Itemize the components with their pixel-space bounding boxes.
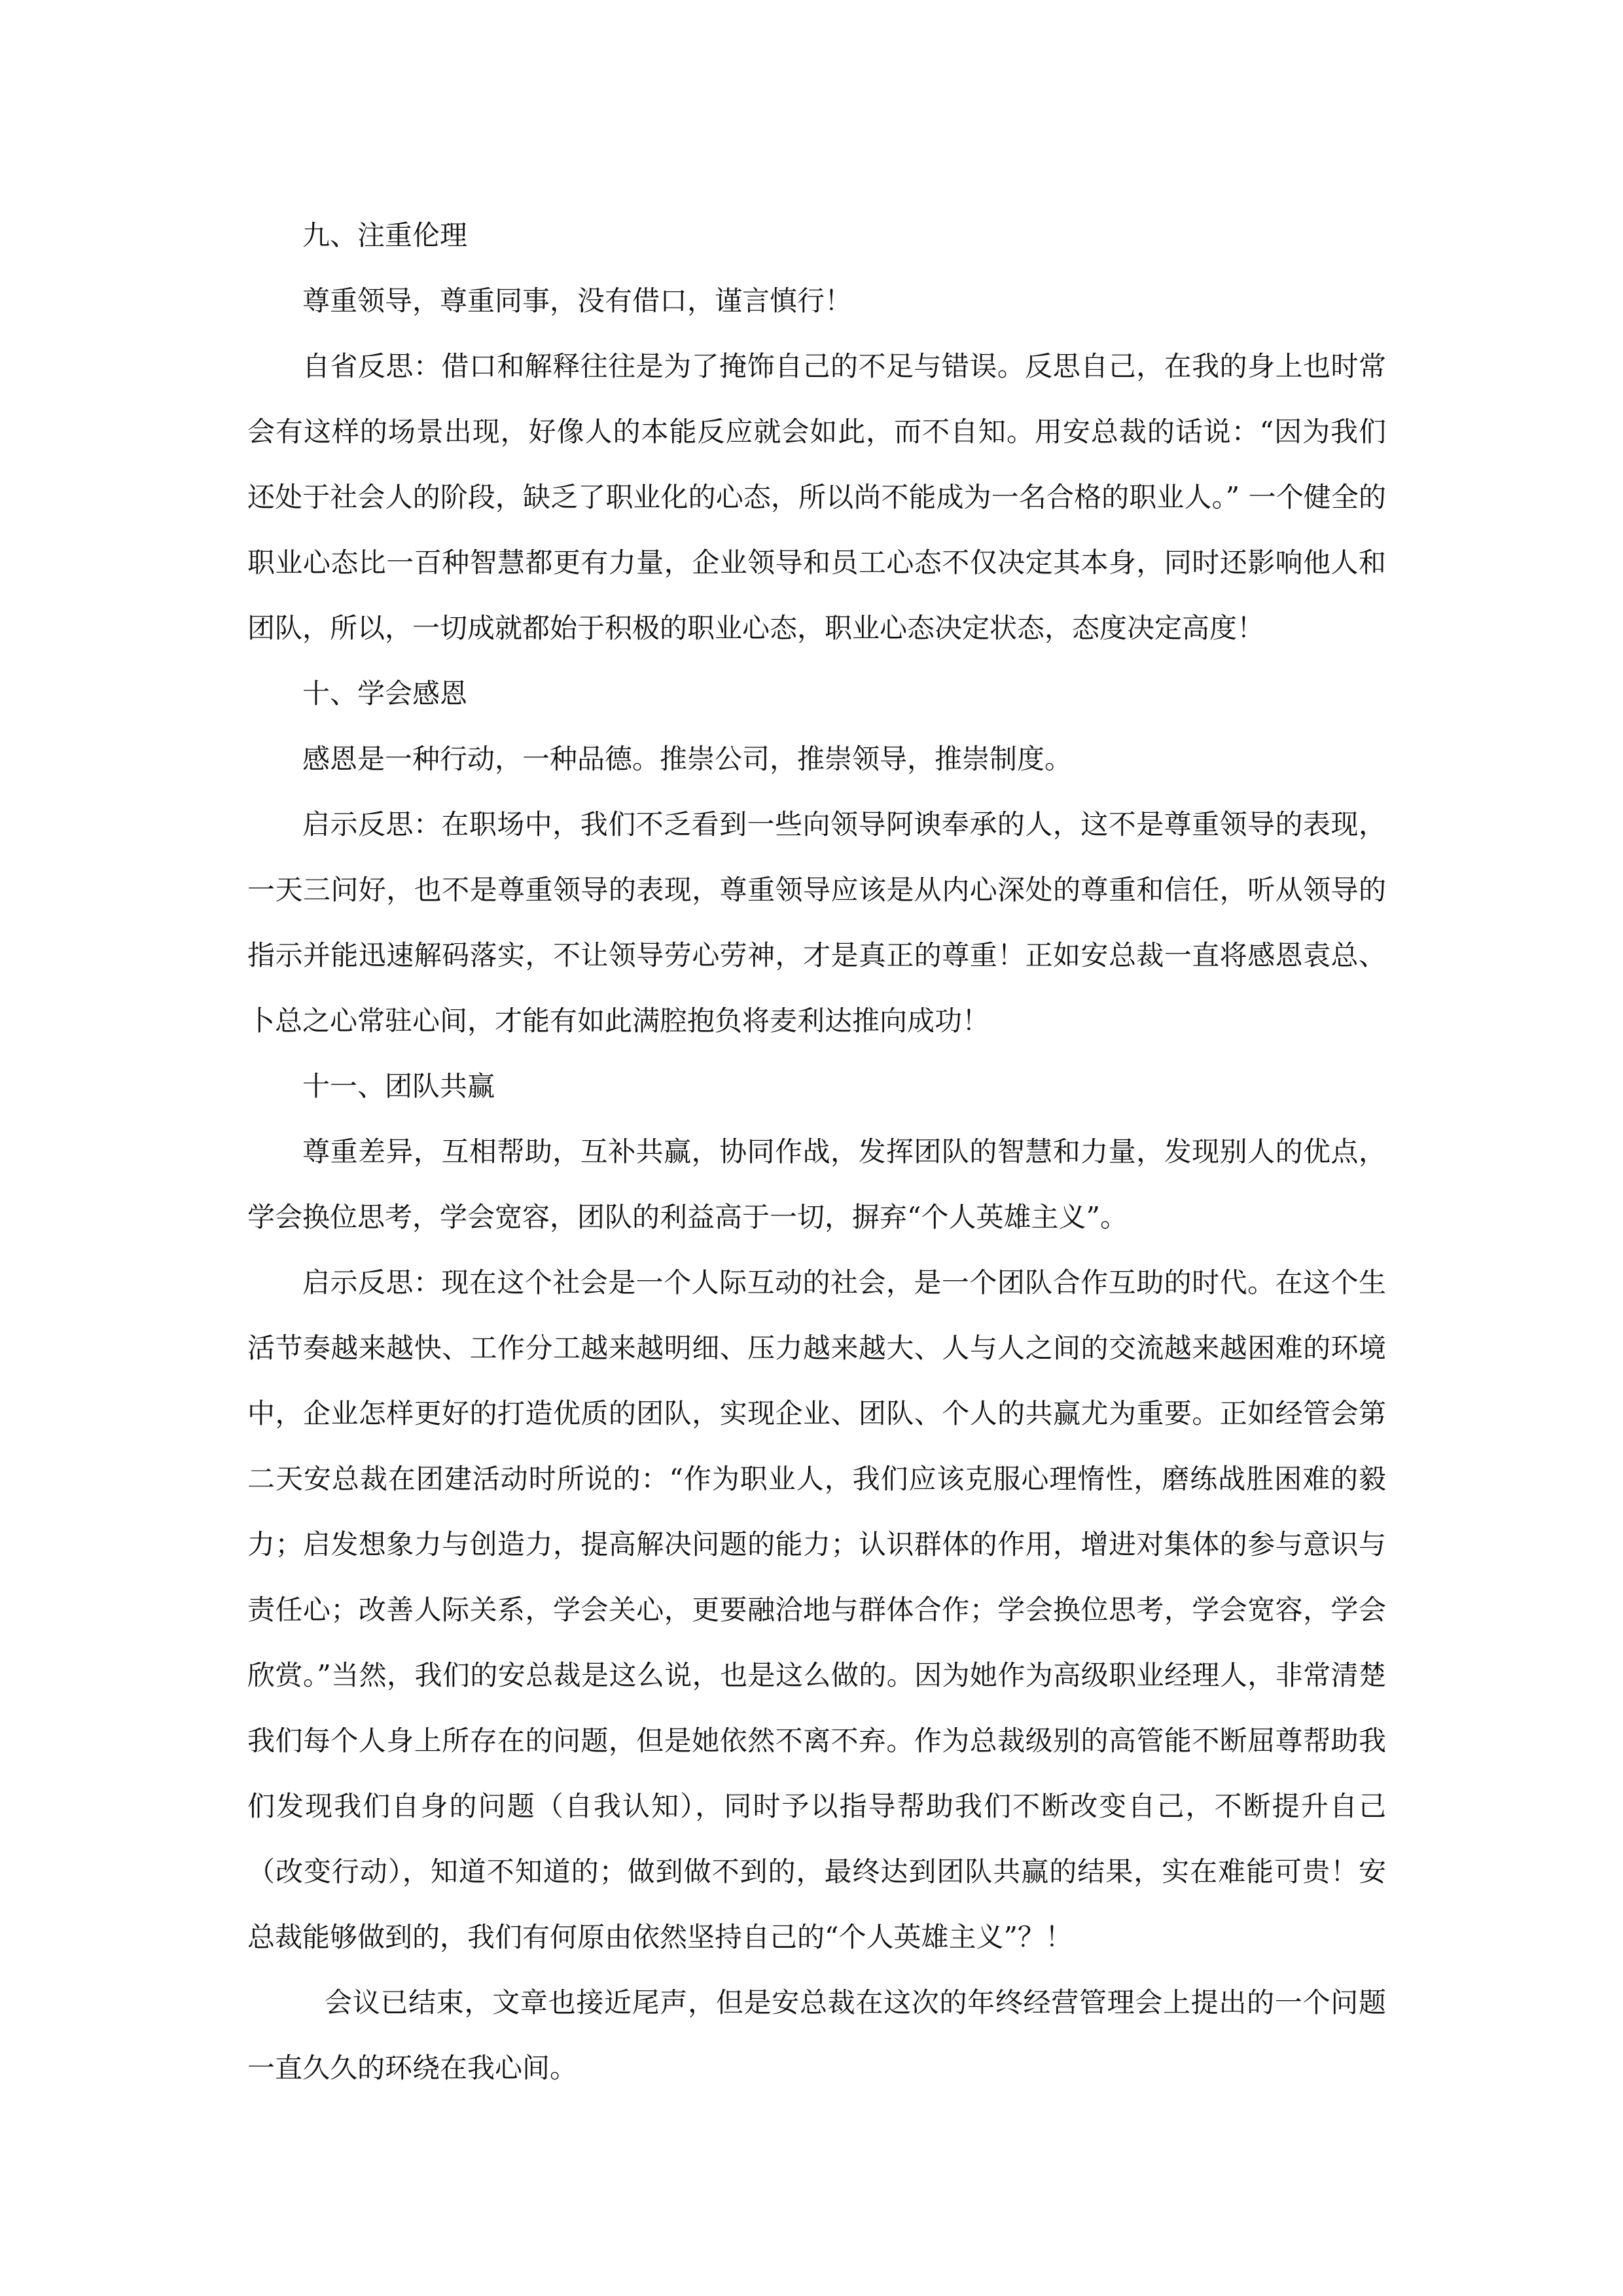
section-heading-nine: 九、注重伦理 — [302, 219, 468, 251]
closing-paragraph: 会议已结束，文章也接近尾声，但是安总裁在这次的年终经营管理会上提出的一个问题一直久久的环绕在我心间。 — [247, 1986, 1386, 2084]
section-eleven-summary: 尊重差异，互相帮助，互补共赢，协同作战，发挥团队的智慧和力量，发现别人的优点，学会换位思考，学会宽容，团队的利益高于一切，摒弃“个人英雄主义”。 — [247, 1136, 1386, 1233]
section-heading-ten: 十、学会感恩 — [302, 677, 468, 709]
section-ten-summary: 感恩是一种行动，一种品德。推崇公司，推崇领导，推崇制度。 — [302, 743, 1073, 775]
document-body — [247, 203, 1386, 2101]
section-nine-reflection: 自省反思：借口和解释往往是为了掩饰自己的不足与错误。反思自己，在我的身上也时常会有这样的场景出现，好像人的本能反应就会如此，而不自知。用安总裁的话说：“因为我们还处于社会人的阶段，缺乏了职业化的心态，所以尚不能成为一名合格的职业人。” 一个健全的职业心态比一百种智慧都更有力量，企业领导和员工心态不仅决定其本身，同时还影响他人和团队，所以，一切成就都始于积极的职业心态，职业心态决定状态，态度决定高度！ — [247, 350, 1386, 644]
section-nine-summary: 尊重领导，尊重同事，没有借口，谨言慎行！ — [302, 285, 853, 317]
section-heading-eleven: 十一、团队共赢 — [302, 1070, 495, 1102]
section-eleven-reflection: 启示反思：现在这个社会是一个人际互动的社会，是一个团队合作互助的时代。在这个生活节奏越来越快、工作分工越来越明细、压力越来越大、人与人之间的交流越来越困难的环境中，企业怎样更好的打造优质的团队，实现企业、团队、个人的共赢尤为重要。正如经管会第二天安总裁在团建活动时所说的：“作为职业人，我们应该克服心理惰性，磨练战胜困难的毅力；启发想象力与创造力，提高解决问题的能力；认识群体的作用，增进对集体的参与意识与责任心；改善人际关系，学会关心，更要融洽地与群体合作；学会换位思考，学会宽容，学会欣赏。”当然，我们的安总裁是这么说，也是这么做的。因为她作为高级职业经理人，非常清楚我们每个人身上所存在的问题，但是她依然不离不弃。作为总裁级别的高管能不断屈尊帮助我们发现我们自身的问题（自我认知），同时予以指导帮助我们不断改变自己，不断提升自己（改变行动），知道不知道的；做到做不到的，最终达到团队共赢的结果，实在难能可贵！安总裁能够做到的，我们有何原由依然坚持自己的“个人英雄主义”？！ — [247, 1266, 1386, 1953]
section-ten-reflection: 启示反思：在职场中，我们不乏看到一些向领导阿谀奉承的人，这不是尊重领导的表现，一天三问好，也不是尊重领导的表现，尊重领导应该是从内心深处的尊重和信任，听从领导的指示并能迅速解码落实，不让领导劳心劳神，才是真正的尊重！正如安总裁一直将感恩袁总、卜总之心常驻心间，才能有如此满腔抱负将麦利达推向成功！ — [247, 808, 1386, 1037]
